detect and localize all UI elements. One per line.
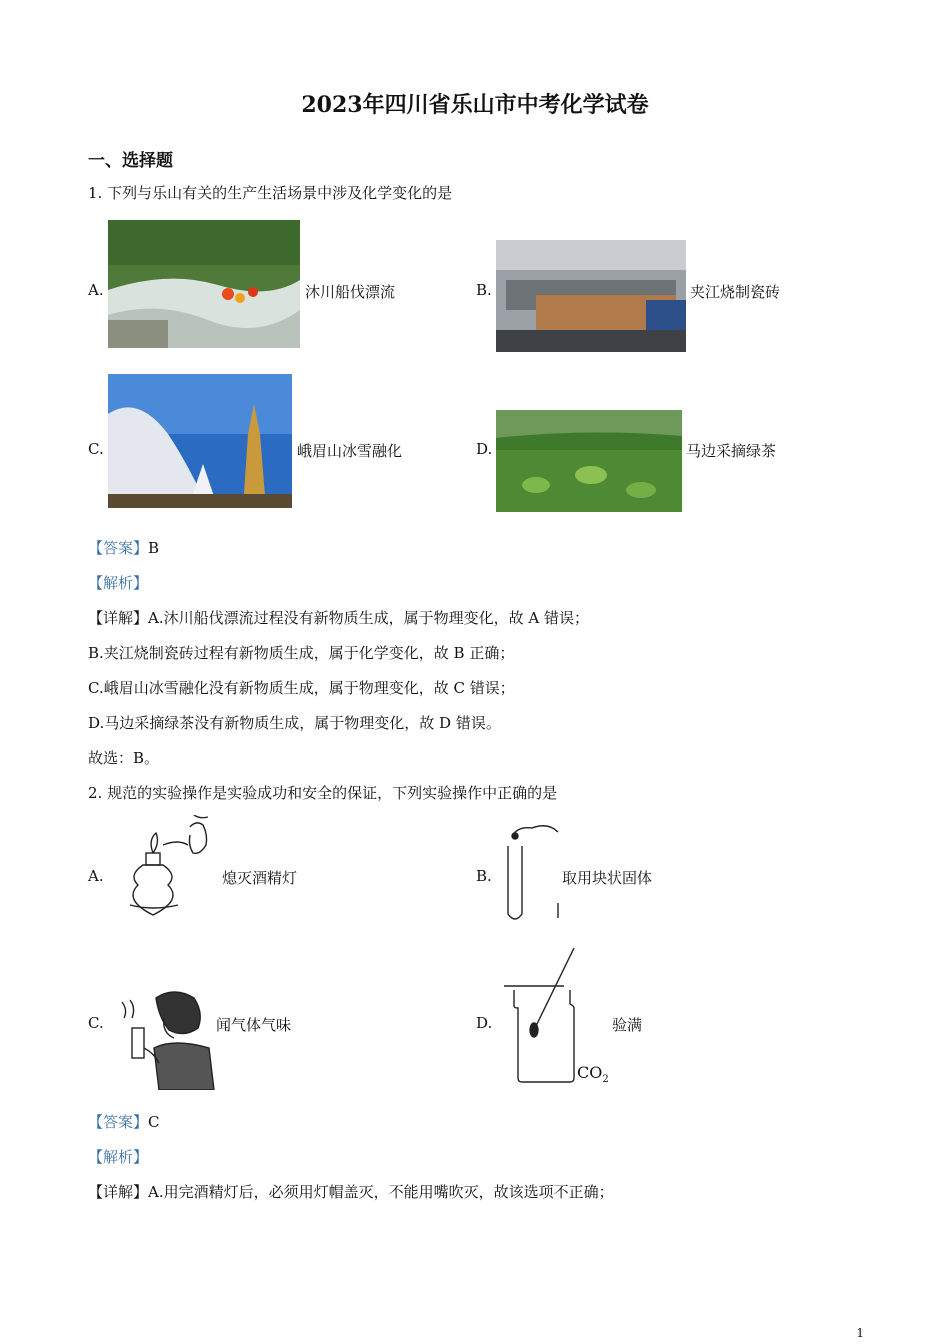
question-1-stem: 1. 下列与乐山有关的生产生活场景中涉及化学变化的是 — [88, 184, 453, 202]
page-title: 2023年四川省乐山市中考化学试卷 — [301, 92, 649, 118]
q1-detail-line-1 — [88, 607, 589, 628]
q2-option-a-caption: 熄灭酒精灯 — [222, 869, 298, 887]
q2-option-b-letter: B. — [476, 867, 492, 885]
q2-option-c-caption: 闻气体气味 — [216, 1016, 292, 1034]
test-tube-solid-icon — [500, 818, 562, 924]
q2-detail-line-1 — [88, 1181, 614, 1202]
q2-option-b-caption: 取用块状固体 — [562, 869, 653, 887]
q1-detail-line-3: C.峨眉山冰雪融化没有新物质生成，属于物理变化，故 C 错误； — [88, 679, 515, 697]
q1-detail-line-2: B.夹江烧制瓷砖过程有新物质生成，属于化学变化，故 B 正确； — [88, 644, 515, 662]
detail-tag: 【详解】 — [88, 609, 149, 627]
kiln-factory-photo — [496, 240, 686, 352]
q2-analysis-tag: 【解析】 — [88, 1148, 149, 1166]
q1-detail-line-4: D.马边采摘绿茶没有新物质生成，属于物理变化，故 D 错误。 — [88, 714, 501, 732]
gas-jar-co2-icon — [500, 948, 580, 1086]
q2-option-d-letter: D. — [476, 1014, 493, 1032]
question-2-stem: 2. 规范的实验操作是实验成功和安全的保证，下列实验操作中正确的是 — [88, 784, 558, 802]
q1-answer — [88, 537, 159, 558]
tea-field-photo — [496, 410, 682, 512]
q2-option-c-letter: C. — [88, 1014, 104, 1032]
q1-option-d-letter: D. — [476, 440, 493, 458]
q1-option-b-caption: 夹江烧制瓷砖 — [690, 283, 781, 301]
q1-option-c-caption: 峨眉山冰雪融化 — [297, 442, 403, 460]
answer-value: B — [148, 539, 160, 557]
alcohol-lamp-blow-icon — [108, 815, 223, 923]
section-heading: 一、选择题 — [88, 151, 173, 171]
answer-value: C — [148, 1113, 160, 1131]
q1-option-d-caption: 马边采摘绿茶 — [686, 442, 777, 460]
page-number: 1 — [856, 1326, 864, 1340]
co2-label — [577, 1063, 609, 1085]
detail-text: A.沐川船伐漂流过程没有新物质生成，属于物理变化，故 A 错误； — [148, 609, 589, 627]
answer-tag: 【答案】 — [88, 539, 149, 557]
q1-option-b-letter: B. — [476, 281, 492, 299]
snowy-mountain-photo — [108, 374, 292, 508]
co2-text: CO — [577, 1063, 603, 1082]
q1-conclusion: 故选：B。 — [88, 749, 160, 767]
q1-option-a-letter: A. — [88, 281, 104, 299]
q1-option-a-caption: 沐川船伐漂流 — [305, 283, 396, 301]
person-smelling-icon — [114, 988, 216, 1090]
co2-subscript: 2 — [602, 1074, 609, 1086]
q2-option-a-letter: A. — [88, 867, 104, 885]
rafting-photo — [108, 220, 300, 348]
q2-option-d-caption: 验满 — [612, 1016, 643, 1034]
q1-analysis-tag: 【解析】 — [88, 574, 149, 592]
q1-option-c-letter: C. — [88, 440, 104, 458]
answer-tag: 【答案】 — [88, 1113, 149, 1131]
q2-answer — [88, 1111, 160, 1132]
detail-tag: 【详解】 — [88, 1183, 149, 1201]
detail-text: A.用完酒精灯后，必须用灯帽盖灭，不能用嘴吹灭，故该选项不正确； — [148, 1183, 614, 1201]
